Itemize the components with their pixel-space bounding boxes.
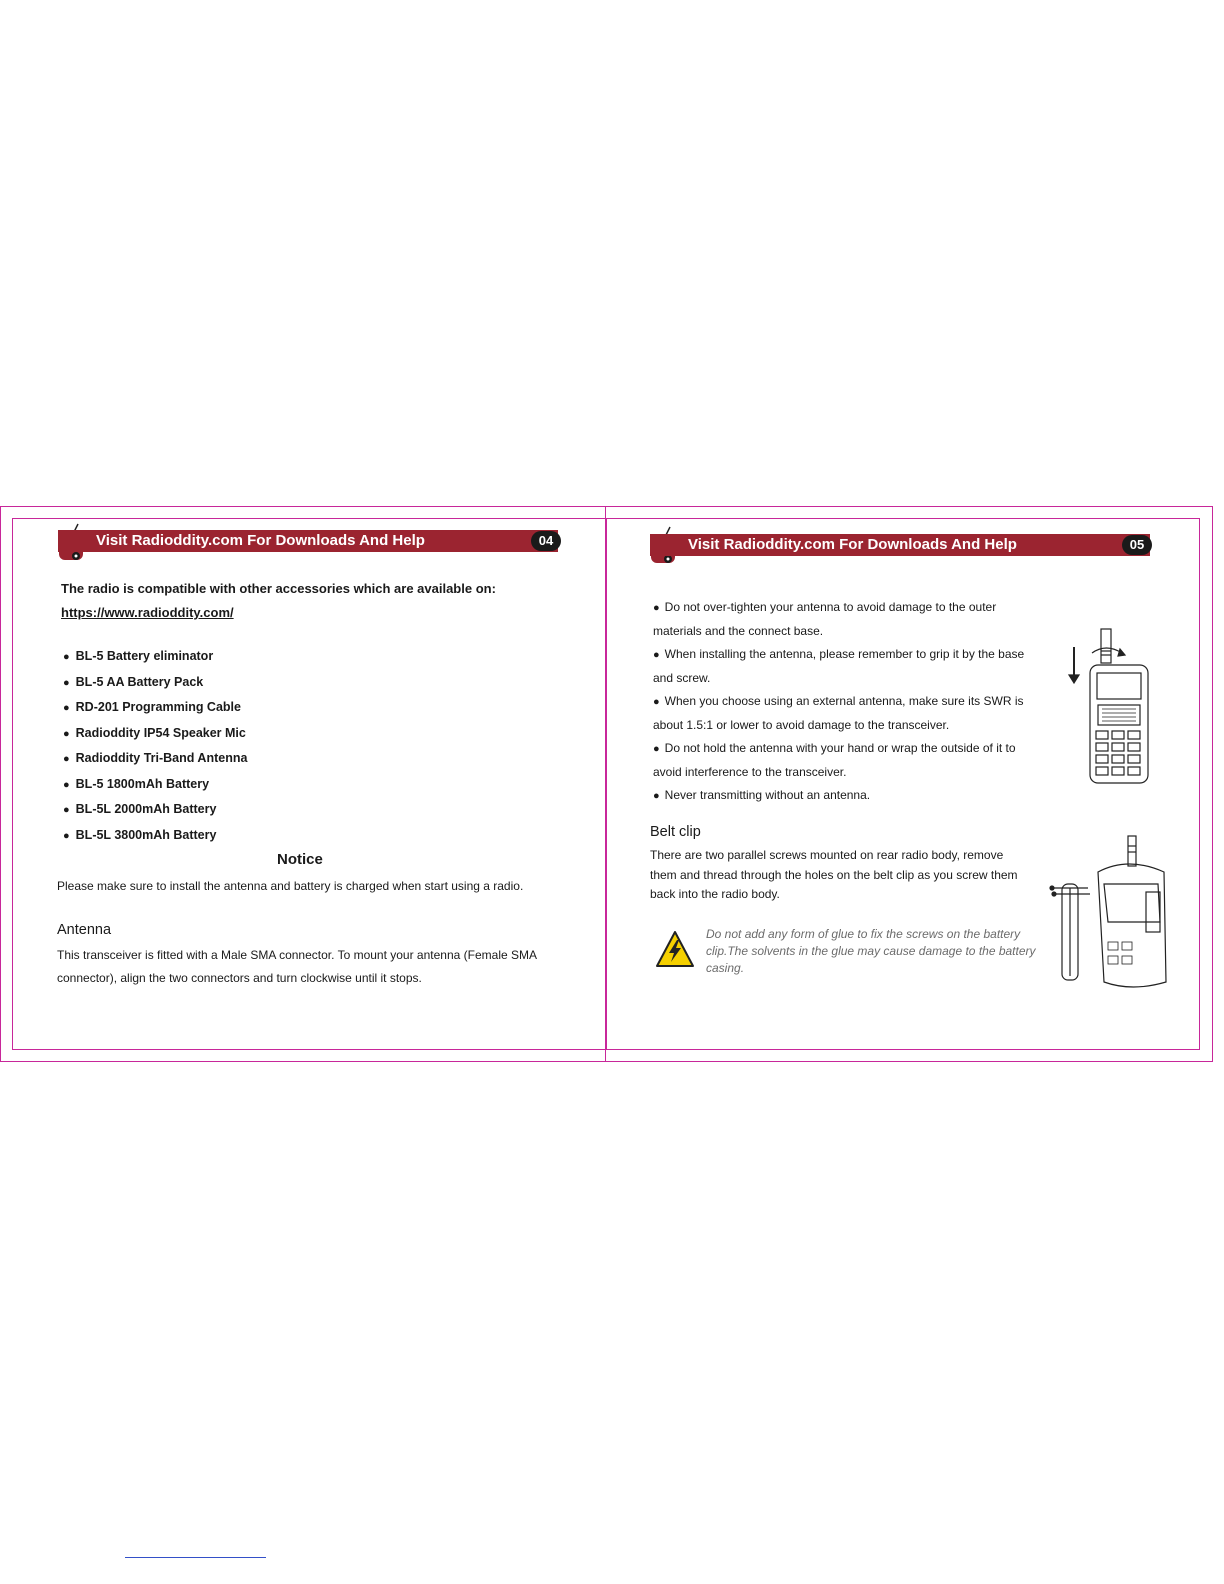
radio-belt-clip-illustration [1048, 832, 1172, 990]
list-item: ● RD-201 Programming Cable [63, 695, 247, 721]
list-item: ● Do not hold the antenna with your hand or wrap the outside of it to avoid interference to the transceiver. [653, 737, 1045, 784]
accessories-intro: The radio is compatible with other accessories which are available on: [61, 581, 496, 596]
glue-warning-text: Do not add any form of glue to fix the screws on the battery clip.The solvents in the glue may cause damage to the battery casing. [706, 927, 1036, 975]
warning-icon [655, 930, 695, 968]
list-item: ● Never transmitting without an antenna. [653, 784, 1045, 808]
antenna-text: This transceiver is fitted with a Male SMA connector. To mount your antenna (Female SMA connector), align the two connectors and turn clockwise until it stops. [57, 948, 537, 985]
page-number-badge: 04 [531, 531, 561, 551]
header-banner: Visit Radioddity.com For Downloads And Help [650, 534, 1150, 556]
list-item: ● BL-5L 2000mAh Battery [63, 797, 247, 823]
radio-antenna-illustration [1064, 625, 1154, 787]
radioddity-link[interactable]: https://www.radioddity.com/ [61, 605, 234, 620]
belt-clip-text: There are two parallel screws mounted on rear radio body, remove them and thread through the holes on the belt clip as you screw them back into the radio body. [650, 848, 1018, 901]
notice-text: Please make sure to install the antenna and battery is charged when start using a radio. [57, 879, 524, 893]
list-item: ● BL-5 Battery eliminator [63, 644, 247, 670]
list-item: ● Radioddity Tri-Band Antenna [63, 746, 247, 772]
belt-clip-heading: Belt clip [650, 824, 701, 840]
notice-heading: Notice [277, 851, 323, 868]
list-item: ● When you choose using an external antenna, make sure its SWR is about 1.5:1 or lower to avoid damage to the transceiver. [653, 690, 1045, 737]
list-item: ● BL-5L 3800mAh Battery [63, 823, 247, 849]
list-item: ● Radioddity IP54 Speaker Mic [63, 721, 247, 747]
antenna-tips-list [653, 596, 1045, 808]
list-item: ● BL-5 1800mAh Battery [63, 772, 247, 798]
list-item: ● When installing the antenna, please remember to grip it by the base and screw. [653, 643, 1045, 690]
footer-link-underline [125, 1557, 266, 1558]
antenna-heading: Antenna [57, 922, 112, 938]
accessory-list [63, 644, 247, 848]
header-banner: Visit Radioddity.com For Downloads And Help [58, 530, 558, 552]
page-number-badge: 05 [1122, 535, 1152, 555]
list-item: ● Do not over-tighten your antenna to avoid damage to the outer materials and the connect base. [653, 596, 1045, 643]
list-item: ● BL-5 AA Battery Pack [63, 670, 247, 696]
